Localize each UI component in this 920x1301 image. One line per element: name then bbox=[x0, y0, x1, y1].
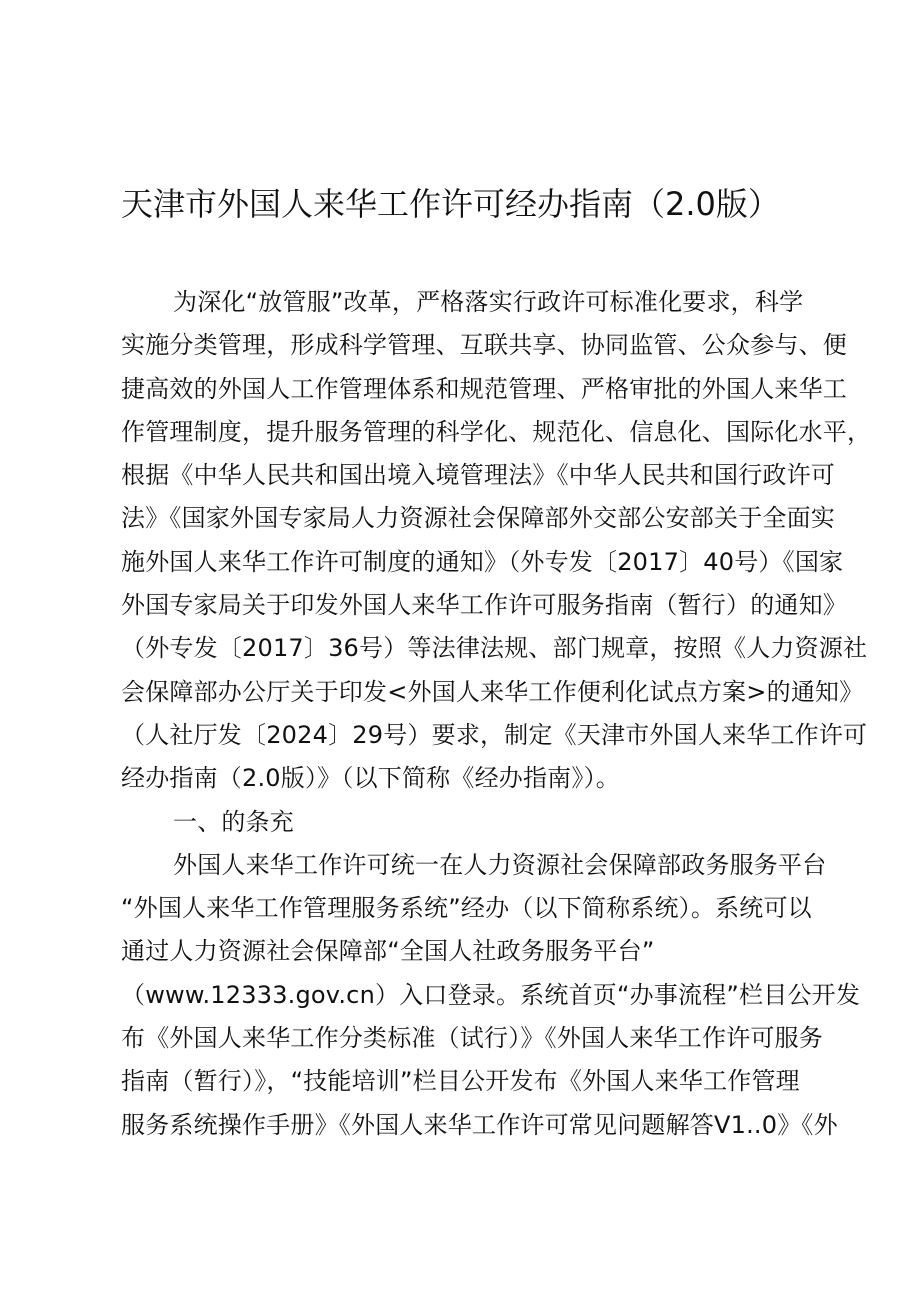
paragraph-line: 通过人力资源社会保障部“全国人社政务服务平台” bbox=[121, 937, 655, 966]
paragraph-line: 会保障部办公厅关于印发<外国人来华工作便利化试点方案>的通知》 bbox=[121, 677, 864, 706]
paragraph-line: （人社厅发〔2024〕29号）要求，制定《天津市外国人来华工作许可 bbox=[121, 720, 868, 749]
section-heading: 一、的条充 bbox=[173, 807, 294, 836]
document-body bbox=[121, 281, 872, 1147]
paragraph-line: （外专发〔2017〕36号）等法律法规、部门规章，按照《人力资源社 bbox=[121, 634, 868, 663]
paragraph-line: 外国专家局关于印发外国人来华工作许可服务指南（暂行）的通知》 bbox=[121, 591, 847, 620]
document-title: 天津市外国人来华工作许可经办指南（2.0版） bbox=[121, 185, 780, 223]
paragraph-line: 施外国人来华工作许可制度的通知》（外专发〔2017〕40号）《国家 bbox=[121, 547, 844, 576]
paragraph-line: 外国人来华工作许可统一在人力资源社会保障部政务服务平台 bbox=[173, 850, 827, 879]
paragraph-line: 布《外国人来华工作分类标准（试行）》《外国人来华工作许可服务 bbox=[121, 1024, 823, 1053]
paragraph-line: 指南（暂行）》，“技能培训”栏目公开发布《外国人来华工作管理 bbox=[121, 1067, 800, 1096]
paragraph-line: 捷高效的外国人工作管理体系和规范管理、严格审批的外国人来华工 bbox=[121, 374, 847, 403]
paragraph-line: 服务系统操作手册》《外国人来华工作许可常见问题解答V1..0》《外 bbox=[121, 1110, 838, 1139]
paragraph-line: 为深化“放管服”改革，严格落实行政许可标准化要求，科学 bbox=[173, 288, 804, 316]
paragraph-line: 作管理制度，提升服务管理的科学化、规范化、信息化、国际化水平， bbox=[121, 417, 872, 446]
paragraph-line: 经办指南（2.0版）》（以下简称《经办指南》）。 bbox=[121, 764, 620, 793]
paragraph-line: （www.12333.gov.cn）入口登录。系统首页“办事流程”栏目公开发 bbox=[121, 980, 861, 1009]
paragraph-line: “外国人来华工作管理服务系统”经办（以下简称系统）。系统可以 bbox=[121, 894, 812, 923]
paragraph-line: 实施分类管理，形成科学管理、互联共享、协同监管、公众参与、便 bbox=[121, 331, 847, 360]
paragraph-line: 根据《中华人民共和国出境入境管理法》《中华人民共和国行政许可 bbox=[121, 461, 835, 490]
paragraph-line: 法》《国家外国专家局人力资源社会保障部外交部公安部关于全面实 bbox=[121, 504, 835, 533]
